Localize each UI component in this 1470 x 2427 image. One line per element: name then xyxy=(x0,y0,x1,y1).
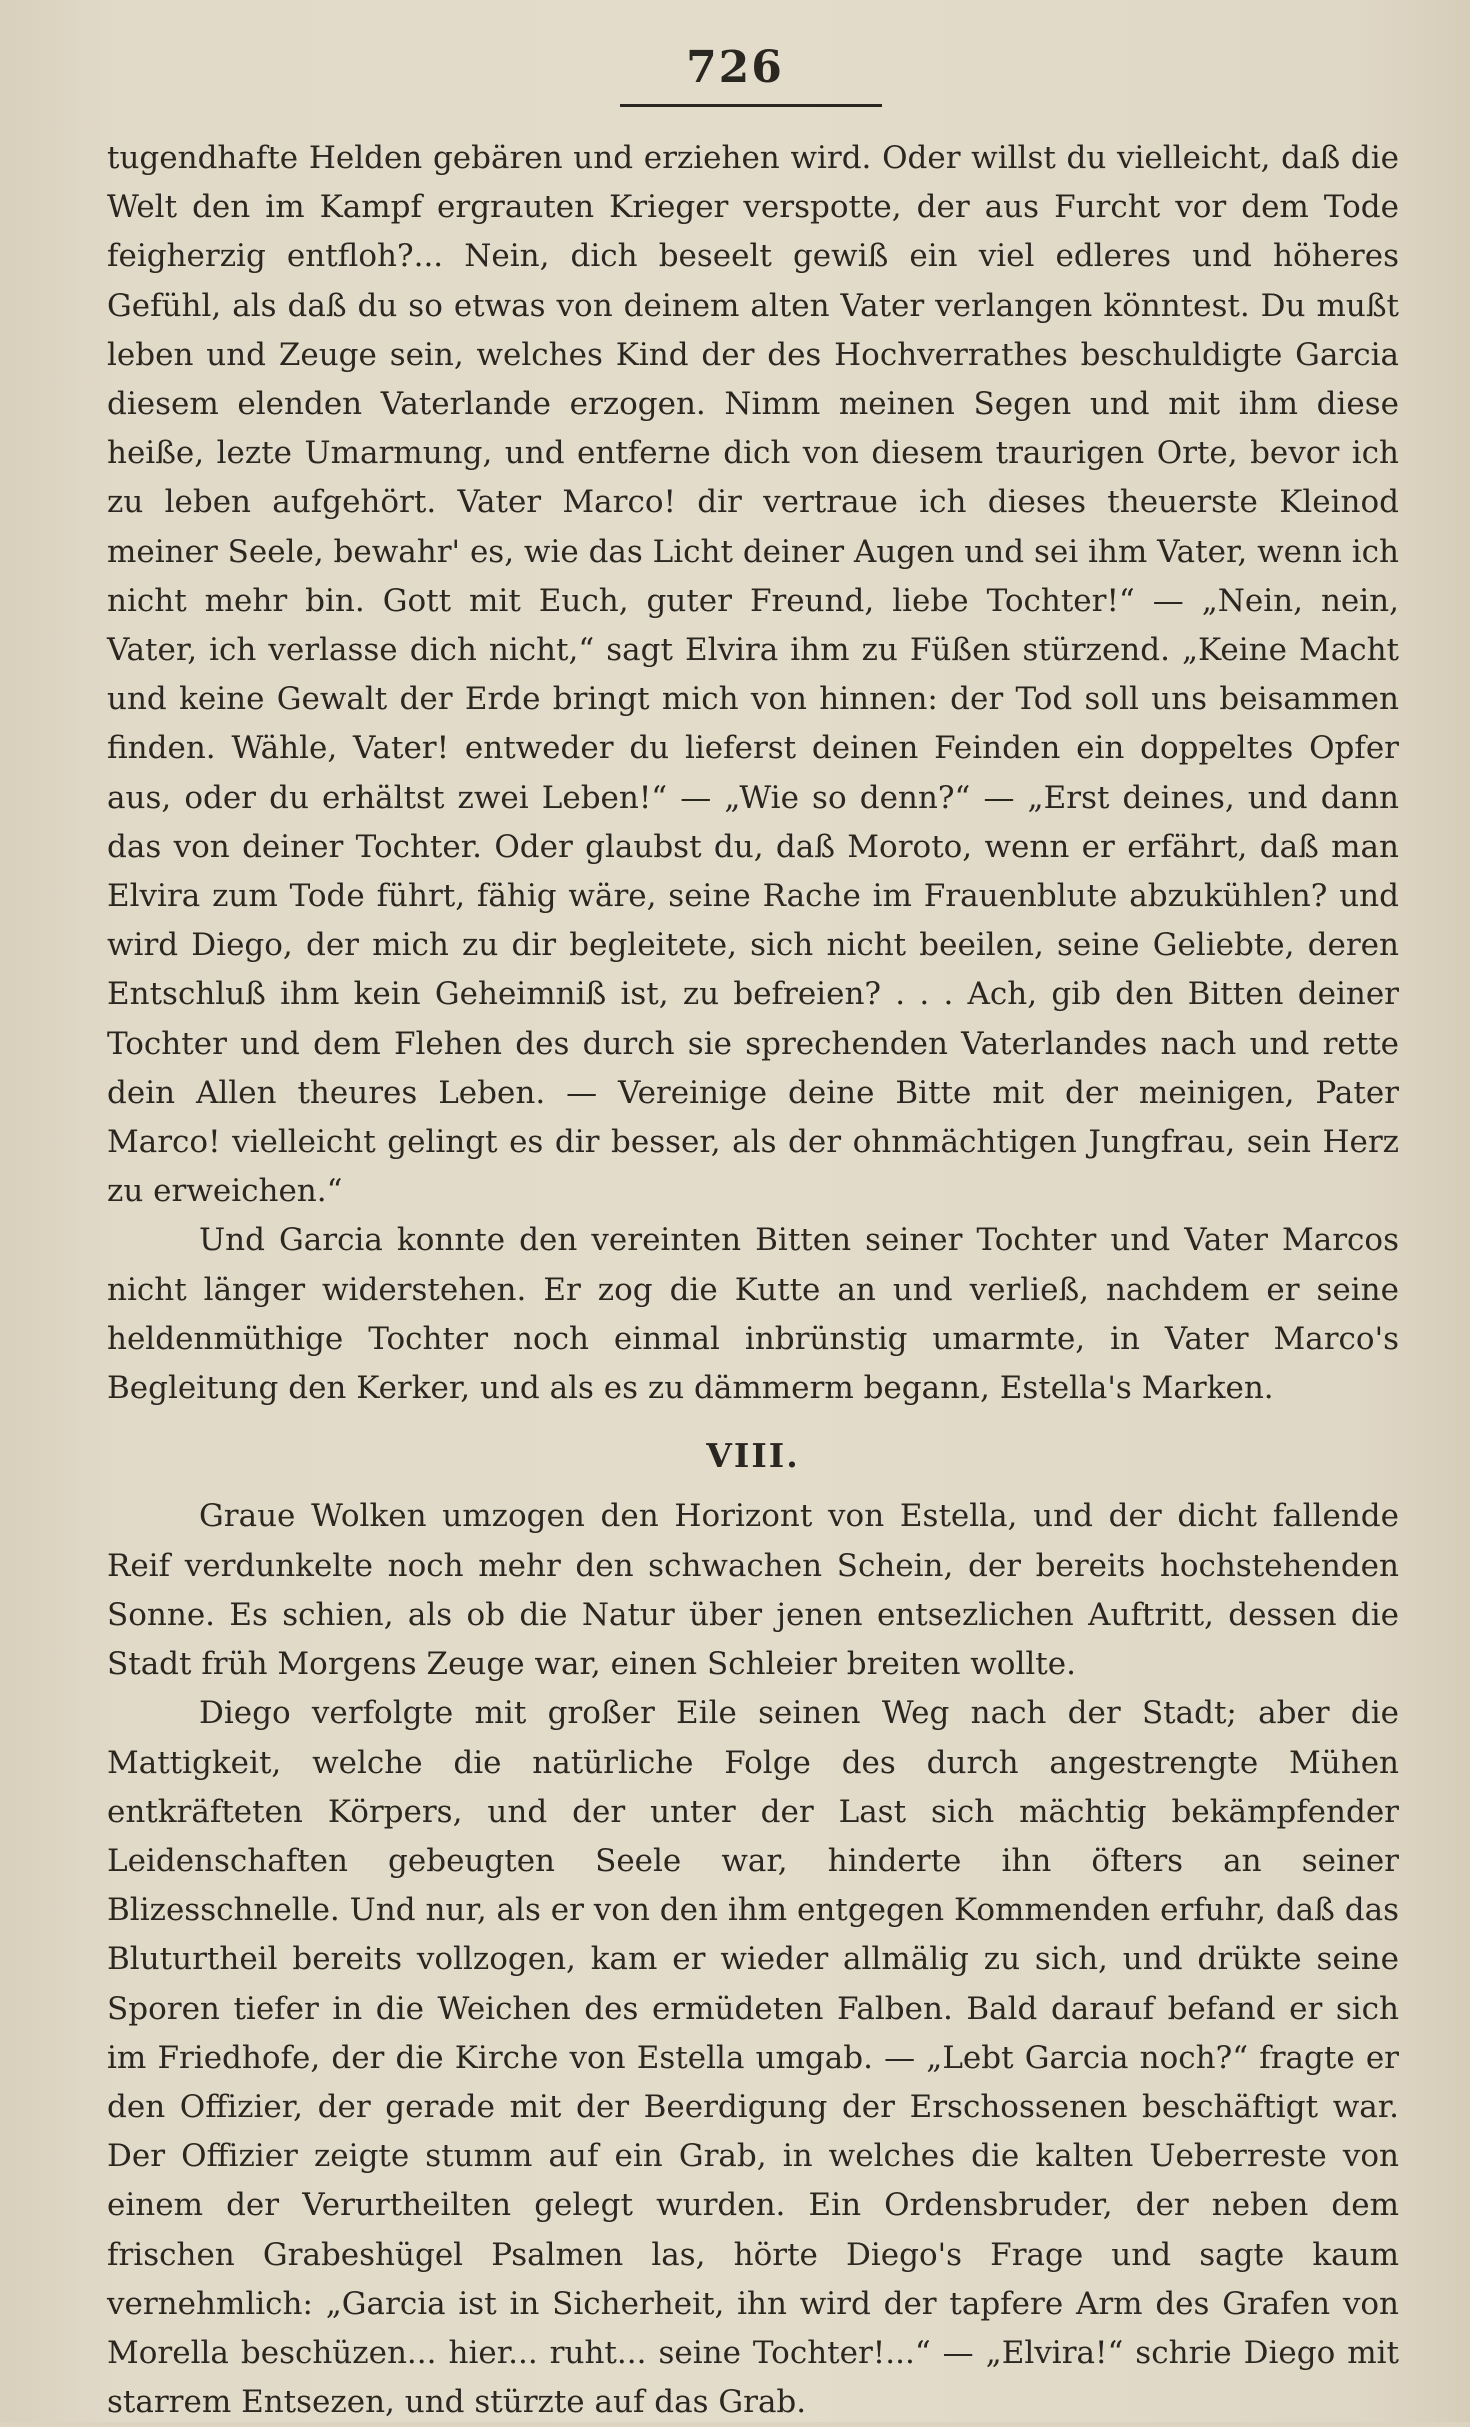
paragraph-grey-clouds: Graue Wolken umzogen den Horizont von Estella, und der dicht fallende Reif verdunkelte noch mehr den schwachen Schein, der bereits hochstehenden Sonne. Es schien, als ob die Natur über jenen entsezlichen Auftritt, dessen die Stadt früh Morgens Zeuge war, einen Schleier breiten wollte. xyxy=(107,1498,1399,1683)
paragraph-garcia-leaves: Und Garcia konnte den vereinten Bitten seiner Tochter und Vater Marcos nicht länger widerstehen. Er zog die Kutte an und verließ, nachdem er seine heldenmüthige Tochter noch einmal inbrünstig umarmte, in Vater Marco's Begleitung den Kerker, und als es zu dämmerm begann, Estella's Marken. xyxy=(107,1222,1399,1407)
body-text xyxy=(107,134,1399,2427)
header-rule xyxy=(620,104,882,107)
paragraph-continued: tugendhafte Helden gebären und erziehen wird. Oder willst du vielleicht, daß die Welt den im Kampf ergrauten Krieger verspotte, der aus Furcht vor dem Tode feigherzig entfloh?... Nein, dich beseelt gewiß ein viel edleres und höheres Gefühl, als daß du so etwas von deinem alten Vater verlangen könntest. Du mußt leben und Zeuge sein, welches Kind der des Hochverrathes beschuldigte Garcia diesem elenden Vaterlande erzogen. Nimm meinen Segen und mit ihm diese heiße, lezte Umarmung, und entferne dich von diesem traurigen Orte, bevor ich zu leben aufgehört. Vater Marco! dir vertraue ich dieses theuerste Kleinod meiner Seele, bewahr' es, wie das Licht deiner Augen und sei ihm Vater, wenn ich nicht mehr bin. Gott mit Euch, guter Freund, liebe Tochter!“ — „Nein, nein, Vater, ich verlasse dich nicht,“ sagt Elvira ihm zu Füßen stürzend. „Keine Macht und keine Gewalt der Erde bringt mich von hinnen: der Tod soll uns beisammen finden. Wähle, Vater! entweder du lieferst deinen Feinden ein doppeltes Opfer aus, oder du erhältst zwei Leben!“ — „Wie so denn?“ — „Erst deines, und dann das von deiner Tochter. Oder glaubst du, daß Moroto, wenn er erfährt, daß man Elvira zum Tode führt, fähig wäre, seine Rache im Frauenblute abzukühlen? und wird Diego, der mich zu dir begleitete, sich nicht beeilen, seine Geliebte, deren Entschluß ihm kein Geheimniß ist, zu befreien? . . . Ach, gib den Bitten deiner Tochter und dem Flehen des durch sie sprechenden Vaterlandes nach und rette dein Allen theures Leben. — Vereinige deine Bitte mit der meinigen, Pater Marco! vielleicht gelingt es dir besser, als der ohnmächtigen Jungfrau, sein Herz zu erweichen.“ xyxy=(107,140,1399,1210)
paragraph-diego-arrives: Diego verfolgte mit großer Eile seinen Weg nach der Stadt; aber die Mattigkeit, welche die natürliche Folge des durch angestrengte Mühen entkräfteten Körpers, und der unter der Last sich mächtig bekämpfender Leidenschaften gebeugten Seele war, hinderte ihn öfters an seiner Blizesschnelle. Und nur, als er von den ihm entgegen Kommenden erfuhr, daß das Bluturtheil bereits vollzogen, kam er wieder allmälig zu sich, und drükte seine Sporen tiefer in die Weichen des ermüdeten Falben. Bald darauf befand er sich im Friedhofe, der die Kirche von Estella umgab. — „Lebt Garcia noch?“ fragte er den Offizier, der gerade mit der Beerdigung der Erschossenen beschäftigt war. Der Offizier zeigte stumm auf ein Grab, in welches die kalten Ueberreste von einem der Verurtheilten gelegt wurden. Ein Ordensbruder, der neben dem frischen Grabeshügel Psalmen las, hörte Diego's Frage und sagte kaum vernehmlich: „Garcia ist in Sicherheit, ihn wird der tapfere Arm des Grafen von Morella beschüzen... hier... ruht... seine Tochter!...“ — „Elvira!“ schrie Diego mit starrem Entsezen, und stürzte auf das Grab. xyxy=(107,1695,1399,2421)
section-heading: VIII. xyxy=(706,1436,800,1476)
page-number: 726 xyxy=(686,42,784,93)
